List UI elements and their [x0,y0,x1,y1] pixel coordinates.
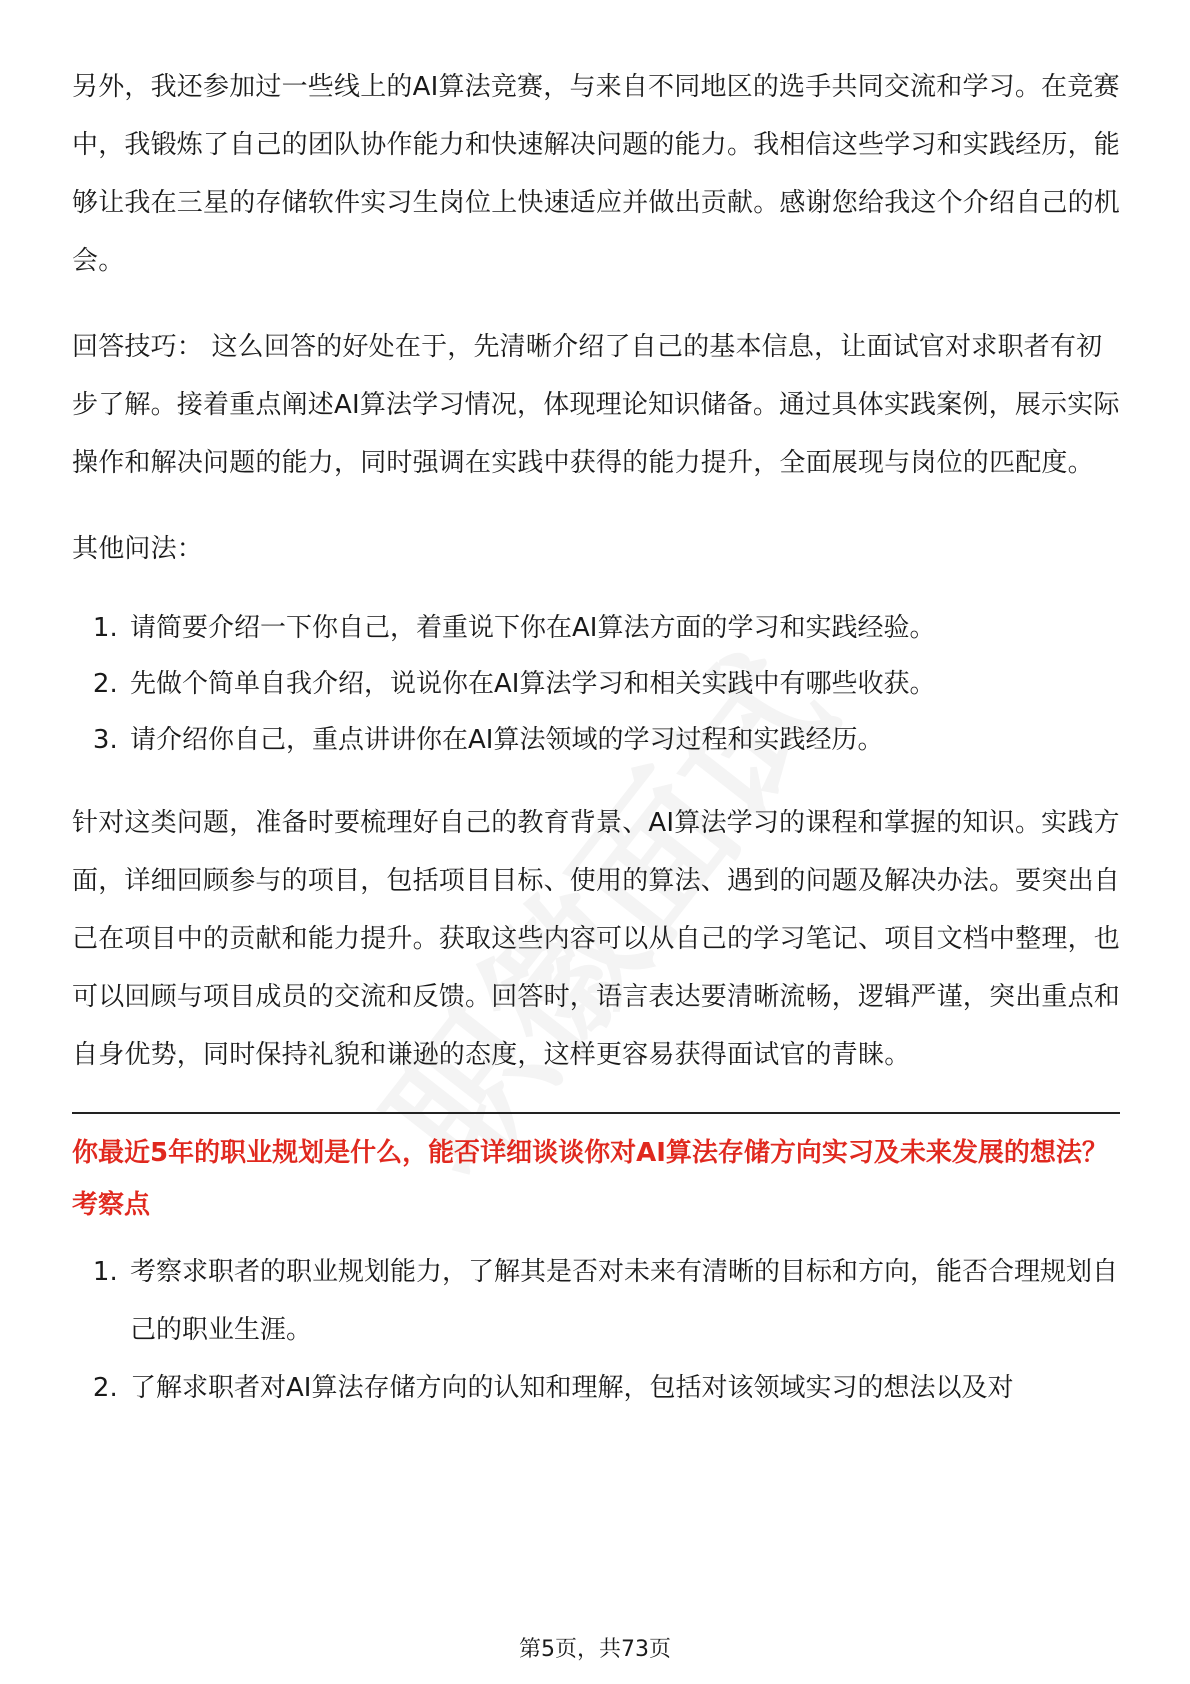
paragraph-competition: 另外，我还参加过一些线上的AI算法竞赛，与来自不同地区的选手共同交流和学习。在竞赛中，我锻炼了自己的团队协作能力和快速解决问题的能力。我相信这些学习和实践经历，能够让我在三星的存储软件实习生岗位上快速适应并做出贡献。感谢您给我这个介绍自己的机会。 [72,72,1121,276]
page-footer: 第5页，共73页 [519,1637,671,1662]
section-divider [72,1112,1120,1114]
assessment-points-list [72,1243,1120,1417]
page-content [72,58,1120,1417]
assessment-heading: 考察点 [72,1190,151,1220]
list-item: 2. 先做个简单自我介绍，说说你在AI算法学习和相关实践中有哪些收获。 [126,656,1120,712]
list-item: 1. 请简要介绍一下你自己，着重说下你在AI算法方面的学习和实践经验。 [126,600,1120,656]
list-item: 3. 请介绍你自己，重点讲讲你在AI算法领域的学习过程和实践经历。 [126,712,1120,768]
paragraph-other-questions-heading: 其他问法： [72,534,204,564]
paragraph-advice: 针对这类问题，准备时要梳理好自己的教育背景、AI算法学习的课程和掌握的知识。实践方面，详细回顾参与的项目，包括项目目标、使用的算法、遇到的问题及解决办法。要突出自己在项目中的贡献和能力提升。获取这些内容可以从自己的学习笔记、项目文档中整理，也可以回顾与项目成员的交流和反馈。回答时，语言表达要清晰流畅，逻辑严谨，突出重点和自身优势，同时保持礼貌和谦逊的态度，这样更容易获得面试官的青睐。 [72,808,1121,1070]
list-item: 2. 了解求职者对AI算法存储方向的认知和理解，包括对该领域实习的想法以及对 [126,1359,1120,1417]
question-title: 你最近5年的职业规划是什么，能否详细谈谈你对AI算法存储方向实习及未来发展的想法？ [72,1138,1108,1168]
other-questions-list [72,600,1120,768]
list-item: 1. 考察求职者的职业规划能力，了解其是否对未来有清晰的目标和方向，能否合理规划自己的职业生涯。 [126,1243,1120,1359]
paragraph-answer-tips: 回答技巧： 这么回答的好处在于，先清晰介绍了自己的基本信息，让面试官对求职者有初步了解。接着重点阐述AI算法学习情况，体现理论知识储备。通过具体实践案例，展示实际操作和解决问题的能力，同时强调在实践中获得的能力提升，全面展现与岗位的匹配度。 [72,332,1120,478]
